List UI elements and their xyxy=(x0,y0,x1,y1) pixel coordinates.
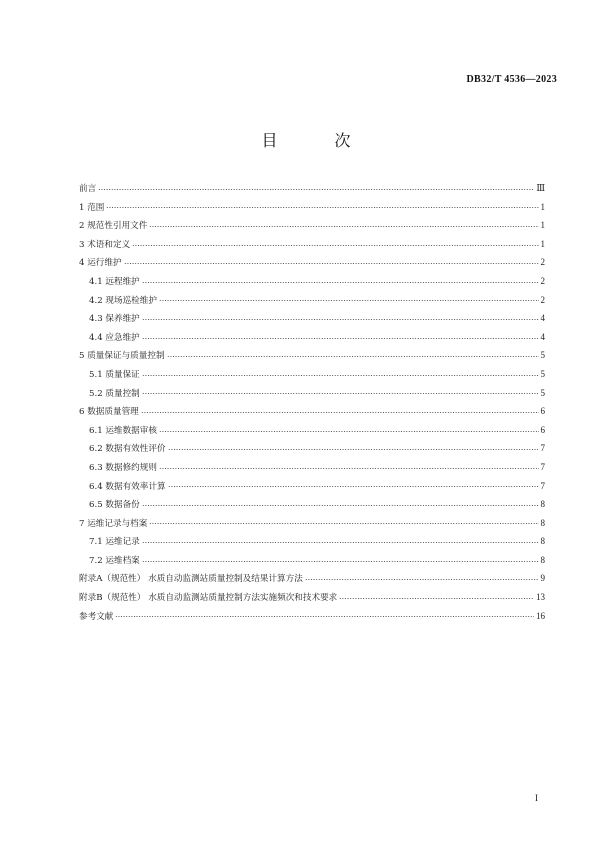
toc-entry-page: 8 xyxy=(540,517,545,528)
toc-dot-leader xyxy=(339,598,534,599)
page-number: I xyxy=(535,793,538,803)
toc-entry-page: 1 xyxy=(540,238,545,249)
toc-dot-leader xyxy=(142,282,539,283)
toc-dot-leader xyxy=(142,319,539,320)
toc-entry-page: 2 xyxy=(540,257,545,268)
toc-entry-page: 6 xyxy=(540,424,545,435)
toc-entry-page: 2 xyxy=(540,294,545,305)
toc-dot-leader xyxy=(142,375,539,376)
toc-entry[interactable] xyxy=(79,346,545,365)
toc-entry-label: 参考文献 xyxy=(79,611,114,622)
toc-entry-page: 8 xyxy=(540,499,545,510)
toc-entry[interactable] xyxy=(79,551,545,570)
toc-entry-page: 8 xyxy=(540,554,545,565)
toc-entry-label: 5 质量保证与质量控制 xyxy=(79,351,165,362)
toc-dot-leader xyxy=(124,263,539,264)
toc-entry-page: 1 xyxy=(540,220,545,231)
toc-entry-page: 1 xyxy=(540,201,545,212)
toc-entry-page: 7 xyxy=(540,480,545,491)
toc-dot-leader xyxy=(159,300,539,301)
toc-entry-label: 附录B（规范性） 水质自动监测站质量控制方法实施频次和技术要求 xyxy=(79,593,338,604)
toc-entry[interactable] xyxy=(79,216,545,235)
table-of-contents xyxy=(79,179,545,625)
toc-dot-leader xyxy=(142,542,539,543)
toc-entry[interactable] xyxy=(79,309,545,328)
toc-entry-label: 3 术语和定义 xyxy=(79,239,131,250)
toc-dot-leader xyxy=(167,356,539,357)
toc-entry[interactable] xyxy=(79,235,545,254)
toc-entry-label: 前言 xyxy=(79,184,97,194)
toc-entry-page: 13 xyxy=(536,592,545,603)
toc-entry-page: 5 xyxy=(540,350,545,361)
document-code: DB32/T 4536—2023 xyxy=(466,74,557,85)
toc-dot-leader xyxy=(142,561,539,562)
toc-entry-label: 5.2 质量控制 xyxy=(89,388,140,399)
toc-entry[interactable] xyxy=(79,365,545,384)
toc-dot-leader xyxy=(159,468,539,469)
toc-entry-page: 7 xyxy=(540,461,545,472)
toc-dot-leader xyxy=(142,393,539,394)
toc-dot-leader xyxy=(142,505,539,506)
toc-entry-label: 5.1 质量保证 xyxy=(89,369,140,380)
toc-entry-page: 8 xyxy=(540,536,545,547)
toc-dot-leader xyxy=(132,245,538,246)
toc-entry-label: 4 运行维护 xyxy=(79,258,122,269)
toc-entry-label: 7 运维记录与档案 xyxy=(79,518,148,529)
toc-entry[interactable] xyxy=(79,272,545,291)
toc-entry-label: 4.2 现场巡检维护 xyxy=(89,295,157,306)
toc-entry-label: 4.1 远程维护 xyxy=(89,276,140,287)
toc-dot-leader xyxy=(168,449,539,450)
toc-entry-page: 6 xyxy=(540,406,545,417)
toc-entry-label: 2 规范性引用文件 xyxy=(79,221,148,232)
toc-entry[interactable] xyxy=(79,588,545,607)
toc-entry-label: 7.1 运维记录 xyxy=(89,537,140,548)
toc-entry-label: 6.1 运维数据审核 xyxy=(89,425,157,436)
toc-entry[interactable] xyxy=(79,495,545,514)
toc-entry[interactable] xyxy=(79,477,545,496)
toc-dot-leader xyxy=(106,207,538,208)
toc-entry[interactable] xyxy=(79,532,545,551)
toc-dot-leader xyxy=(149,523,538,524)
toc-entry-label: 4.4 应急维护 xyxy=(89,332,140,343)
toc-entry-label: 1 范围 xyxy=(79,202,105,213)
toc-dot-leader xyxy=(141,412,539,413)
toc-entry-label: 6.5 数据备份 xyxy=(89,500,140,511)
toc-entry-page: 5 xyxy=(540,368,545,379)
toc-entry[interactable] xyxy=(79,514,545,533)
toc-entry-label: 4.3 保养维护 xyxy=(89,314,140,325)
toc-dot-leader xyxy=(159,431,539,432)
toc-dot-leader xyxy=(168,486,539,487)
toc-entry[interactable] xyxy=(79,439,545,458)
toc-entry-page: 4 xyxy=(540,331,545,342)
toc-dot-leader xyxy=(98,189,534,190)
toc-entry-label: 6.2 数据有效性评价 xyxy=(89,444,166,455)
toc-dot-leader xyxy=(149,226,538,227)
toc-entry[interactable] xyxy=(79,569,545,588)
toc-entry-page: 9 xyxy=(540,573,545,584)
toc-entry[interactable] xyxy=(79,384,545,403)
toc-entry-label: 6.3 数据修约规则 xyxy=(89,462,157,473)
toc-entry-page: 7 xyxy=(540,443,545,454)
toc-entry[interactable] xyxy=(79,402,545,421)
toc-entry[interactable] xyxy=(79,421,545,440)
toc-entry[interactable] xyxy=(79,458,545,477)
toc-dot-leader xyxy=(142,338,539,339)
toc-entry[interactable] xyxy=(79,198,545,217)
toc-entry[interactable] xyxy=(79,607,545,626)
toc-entry-page: 2 xyxy=(540,275,545,286)
toc-entry-label: 6.4 数据有效率计算 xyxy=(89,481,166,492)
toc-entry-page: 16 xyxy=(536,610,545,621)
toc-entry-label: 6 数据质量管理 xyxy=(79,407,139,418)
toc-entry[interactable] xyxy=(79,253,545,272)
toc-entry[interactable] xyxy=(79,179,545,198)
toc-dot-leader xyxy=(115,616,534,617)
toc-entry-page: 4 xyxy=(540,313,545,324)
toc-entry-label: 7.2 运维档案 xyxy=(89,555,140,566)
toc-entry-label: 附录A（规范性） 水质自动监测站质量控制及结果计算方法 xyxy=(79,574,303,585)
toc-dot-leader xyxy=(305,579,539,580)
toc-entry-page: 5 xyxy=(540,387,545,398)
page-title: 目 次 xyxy=(261,131,377,150)
toc-entry[interactable] xyxy=(79,328,545,347)
toc-entry[interactable] xyxy=(79,291,545,310)
toc-entry-page: Ⅲ xyxy=(536,183,545,193)
